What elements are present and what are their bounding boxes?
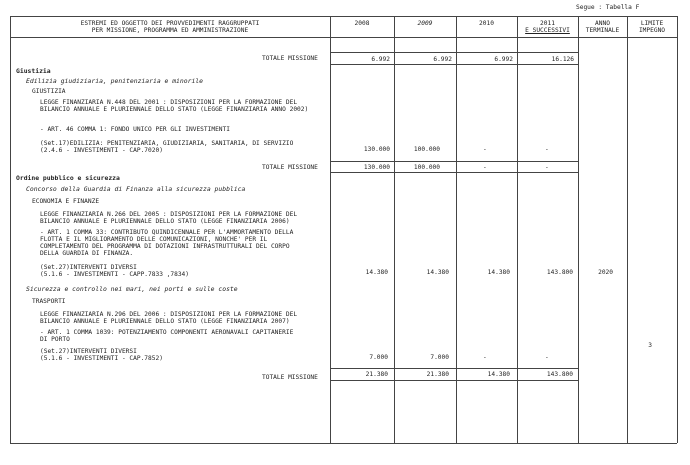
dash-cell: - [483, 354, 487, 361]
law-text: LEGGE FINANZIARIA N.448 DEL 2001 : DISPOSIZIONI PER LA FORMAZIONE DEL BILANCIO ANNUALE E PLURIENNALE DELLO STATO (LEGGE FINANZIARIA ANNO 2002) [40, 99, 309, 113]
header-2008: 2008 [354, 20, 370, 27]
value-cell: 14.380 [487, 371, 510, 378]
continuation-label: Segue : Tabella F [576, 4, 640, 11]
value-cell: 16.126 [551, 56, 574, 63]
col-border-anno [578, 16, 579, 443]
value-cell: 6.992 [433, 56, 452, 63]
total-line [330, 161, 578, 162]
value-cell: 7.000 [430, 354, 449, 361]
value-cell: 143.800 [546, 269, 573, 276]
limite-impegno-cell: 3 [648, 342, 652, 349]
value-cell: 14.380 [487, 269, 510, 276]
totale-missione-label: TOTALE MISSIONE [262, 164, 318, 171]
total-line [330, 380, 578, 381]
header-2009: 2009 [417, 20, 433, 27]
header-desc: ESTREMI ED OGGETTO DEI PROVVEDIMENTI RAGGRUPPATI PER MISSIONE, PROGRAMMA ED AMMINISTRAZIONE [80, 20, 260, 34]
col-border-right [677, 16, 678, 443]
table-top-border [10, 16, 677, 17]
law-text: LEGGE FINANZIARIA N.266 DEL 2005 : DISPOSIZIONI PER LA FORMAZIONE DEL BILANCIO ANNUALE E PLURIENNALE DELLO STATO (LEGGE FINANZIARIA 2006) [40, 211, 298, 225]
mission-title: Ordine pubblico e sicurezza [16, 174, 120, 182]
dash-cell: - [545, 146, 549, 153]
law-text: LEGGE FINANZIARIA N.296 DEL 2006 : DISPOSIZIONI PER LA FORMAZIONE DEL BILANCIO ANNUALE E PLURIENNALE DELLO STATO (LEGGE FINANZIARIA 2007) [40, 311, 298, 325]
value-cell: 100.000 [413, 164, 440, 171]
dash-cell: - [483, 146, 487, 153]
value-cell: 14.380 [426, 269, 449, 276]
col-border-2010 [456, 16, 457, 443]
value-cell: 7.000 [369, 354, 388, 361]
table-bottom-border [10, 443, 677, 444]
totale-missione-label: TOTALE MISSIONE [262, 55, 318, 62]
col-border-2009 [394, 16, 395, 443]
totale-missione-label: TOTALE MISSIONE [262, 374, 318, 381]
mission-title: Giustizia [16, 67, 51, 75]
header-limite: LIMITE IMPEGNO [638, 20, 666, 34]
dash-cell: - [545, 354, 549, 361]
value-cell: 6.992 [494, 56, 513, 63]
col-border-limite [627, 16, 628, 443]
col-border-2008 [330, 16, 331, 443]
anno-terminale-cell: 2020 [598, 269, 613, 276]
sector-text: (Set.27)INTERVENTI DIVERSI (5.1.6 - INVESTIMENTI - CAP.7852) [40, 348, 163, 362]
administration-title: ECONOMIA E FINANZE [32, 198, 100, 205]
sector-text: (Set.17)EDILIZIA: PENITENZIARIA, GIUDIZIARIA, SANITARIA, DI SERVIZIO (2.4.6 - INVESTIMENTI - CAP.7020) [40, 140, 294, 154]
article-text: - ART. 46 COMMA 1: FONDO UNICO PER GLI INVESTIMENTI [40, 126, 230, 133]
total-line [330, 64, 578, 65]
sector-text: (Set.27)INTERVENTI DIVERSI (5.1.6 - INVESTIMENTI - CAPP.7833 ,7834) [40, 264, 190, 278]
header-anno: ANNO TERMINALE [585, 20, 620, 34]
total-line [330, 172, 578, 173]
program-title: Concorso della Guardia di Finanza alla sicurezza pubblica [26, 185, 246, 193]
total-line [330, 52, 578, 53]
col-border-left [10, 16, 11, 443]
header-2011: 2011 E SUCCESSIVI [525, 20, 570, 34]
administration-title: GIUSTIZIA [32, 88, 66, 95]
value-cell: 143.800 [546, 371, 573, 378]
value-cell: 6.992 [371, 56, 390, 63]
value-cell: 130.000 [363, 146, 390, 153]
program-title: Sicurezza e controllo nei mari, nei porti e sulle coste [26, 285, 238, 293]
program-title: Edilizia giudiziaria, penitenziaria e minorile [26, 77, 203, 85]
header-2010: 2010 [479, 20, 494, 27]
dash-cell: - [483, 164, 487, 171]
article-text: - ART. 1 COMMA 1039: POTENZIAMENTO COMPONENTI AERONAVALI CAPITANERIE DI PORTO [40, 329, 294, 343]
administration-title: TRASPORTI [32, 298, 66, 305]
value-cell: 21.380 [426, 371, 449, 378]
value-cell: 14.380 [365, 269, 388, 276]
col-border-2011 [517, 16, 518, 443]
total-line [330, 368, 578, 369]
value-cell: 21.380 [365, 371, 388, 378]
value-cell: 100.000 [413, 146, 440, 153]
value-cell: 130.000 [363, 164, 390, 171]
header-bottom-border [10, 37, 677, 38]
article-text: - ART. 1 COMMA 33: CONTRIBUTO QUINDICENNALE PER L'AMMORTAMENTO DELLA FLOTTA E IL MIGLIORAMENTO DELLE COMUNICAZIONI, NONCHE' PER IL COMPLETAMENTO DEL PROGRAMMA DI DOTAZIONI INFRASTRUTTURALI DEL CORPO DELLA GUARDIA DI FINANZA. [40, 229, 294, 257]
dash-cell: - [545, 164, 549, 171]
